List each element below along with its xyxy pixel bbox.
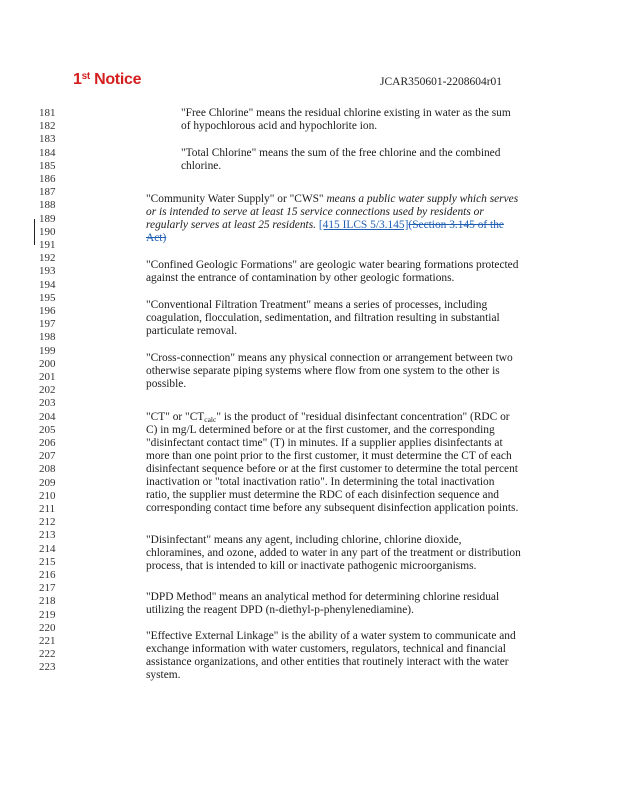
text-line: system. xyxy=(146,669,181,681)
line-number: 186 xyxy=(39,173,56,185)
line-number: 210 xyxy=(39,489,56,502)
text-line: utilizing the reagent DPD (n-diethyl-p-phenylenediamine). xyxy=(146,604,414,616)
line-number: 199 xyxy=(39,344,56,357)
document-id: JCAR350601-2208604r01 xyxy=(380,76,503,88)
notice-heading: 1st Notice xyxy=(73,71,142,88)
line-number: 198 xyxy=(39,331,56,344)
line-number: 193 xyxy=(39,265,56,278)
text-line: assistance organizations, and other entities that routinely interact with the water xyxy=(146,656,509,668)
line-number: 187 xyxy=(39,186,56,199)
line-number: 188 xyxy=(39,199,56,212)
line-number: 214 xyxy=(39,542,56,555)
line-number: 189 xyxy=(39,212,56,225)
text-line: particulate removal. xyxy=(146,325,238,337)
text-line: process, that is intended to kill or inactivate pathogenic microorganisms. xyxy=(146,560,477,572)
line-number: 184 xyxy=(39,146,56,159)
line-number: 195 xyxy=(39,291,56,304)
line-number: 202 xyxy=(39,384,56,397)
text-line: disinfectant sequence before or at the first customer to determine the total percent xyxy=(146,463,518,475)
text-line: or is intended to serve at least 15 service connections used by residents or xyxy=(146,206,484,218)
text-line: corresponding contact time before any subsequent disinfection application points. xyxy=(146,502,519,514)
line-number: 208 xyxy=(39,463,56,476)
text-line: "disinfectant contact time" (T) in minutes. If a supplier applies disinfectants at xyxy=(146,437,503,449)
text-line: "DPD Method" means an analytical method for determining chlorine residual xyxy=(146,591,500,603)
line-number: 217 xyxy=(39,582,56,595)
line-number: 183 xyxy=(39,133,56,146)
line-number: 204 xyxy=(39,410,56,423)
line-number: 192 xyxy=(39,252,56,265)
line-number: 206 xyxy=(39,437,56,449)
line-number: 205 xyxy=(39,423,56,436)
line-number: 181 xyxy=(39,107,56,119)
text-line: "Total Chlorine" means the sum of the free chlorine and the combined xyxy=(181,147,501,159)
line-number: 196 xyxy=(39,305,56,317)
text-line: otherwise separate piping systems where flow from one system to the other is xyxy=(146,365,500,377)
line-number: 203 xyxy=(39,397,56,410)
text-line: "Conventional Filtration Treatment" means a series of processes, including xyxy=(146,299,488,311)
text-line: chloramines, and ozone, added to water in any part of the treatment or distribution xyxy=(146,547,521,559)
line-number: 216 xyxy=(39,569,56,581)
text-line: inactivation or "total inactivation ratio". In determining the total inactivation xyxy=(146,476,495,488)
text-line: "Community Water Supply" or "CWS" means a public water supply which serves xyxy=(146,193,519,205)
line-number: 194 xyxy=(39,278,56,291)
line-number: 219 xyxy=(39,608,56,621)
line-number: 218 xyxy=(39,595,56,608)
text-line: "Disinfectant" means any agent, including chlorine, chlorine dioxide, xyxy=(146,534,462,546)
deleted-text: (Section 3.145 of the xyxy=(408,219,504,231)
text-line: "Cross-connection" means any physical connection or arrangement between two xyxy=(146,352,513,364)
text-line: C) in mg/L determined before or at the first customer, and the corresponding xyxy=(146,424,495,436)
text-line: of hypochlorous acid and hypochlorite ion. xyxy=(181,120,378,132)
line-number: 211 xyxy=(39,503,56,515)
text-line: exchange information with water customers, regulators, technical and financial xyxy=(146,643,506,655)
line-number: 207 xyxy=(39,450,56,463)
line-number: 222 xyxy=(39,648,56,661)
line-number: 220 xyxy=(39,621,56,634)
deleted-text: Act) xyxy=(146,232,167,244)
line-number: 190 xyxy=(39,225,56,238)
line-number: 201 xyxy=(39,371,56,383)
text-line: possible. xyxy=(146,378,187,390)
text-line xyxy=(146,232,166,245)
statute-citation: [415 ILCS 5/3.145] xyxy=(318,219,409,231)
line-number: 209 xyxy=(39,476,56,489)
revision-bar xyxy=(34,219,35,245)
text-line: "Effective External Linkage" is the ability of a water system to communicate and xyxy=(146,630,516,642)
text-line: chlorine. xyxy=(181,160,222,172)
text-line: coagulation, flocculation, sedimentation, and filtration resulting in substantial xyxy=(146,312,500,324)
line-number: 212 xyxy=(39,516,56,529)
line-number: 191 xyxy=(39,239,56,251)
line-number: 197 xyxy=(39,318,56,331)
text-line: regularly serves at least 25 residents. [415 ILCS 5/3.145](Section 3.145 of the xyxy=(146,219,504,231)
line-number: 200 xyxy=(39,357,56,370)
line-number: 185 xyxy=(39,159,56,172)
line-number: 221 xyxy=(39,635,56,647)
line-number: 223 xyxy=(39,661,56,674)
text-line: more than one point prior to the first customer, it must determine the CT of each xyxy=(146,450,512,462)
text-line: against the entrance of contamination by other geologic formations. xyxy=(146,272,455,284)
line-number: 215 xyxy=(39,555,56,568)
line-number: 213 xyxy=(39,529,56,542)
text-line: ratio, the supplier must determine the RDC of each disinfection sequence and xyxy=(146,489,500,501)
text-line: "Confined Geologic Formations" are geologic water bearing formations protected xyxy=(146,259,519,271)
text-line: "Free Chlorine" means the residual chlorine existing in water as the sum xyxy=(181,107,511,119)
text-line: "CT" or "$CT_{calc}$" is the product of "residual disinfectant concentration" (RDC or xyxy=(146,411,510,424)
line-number: 182 xyxy=(39,120,56,133)
